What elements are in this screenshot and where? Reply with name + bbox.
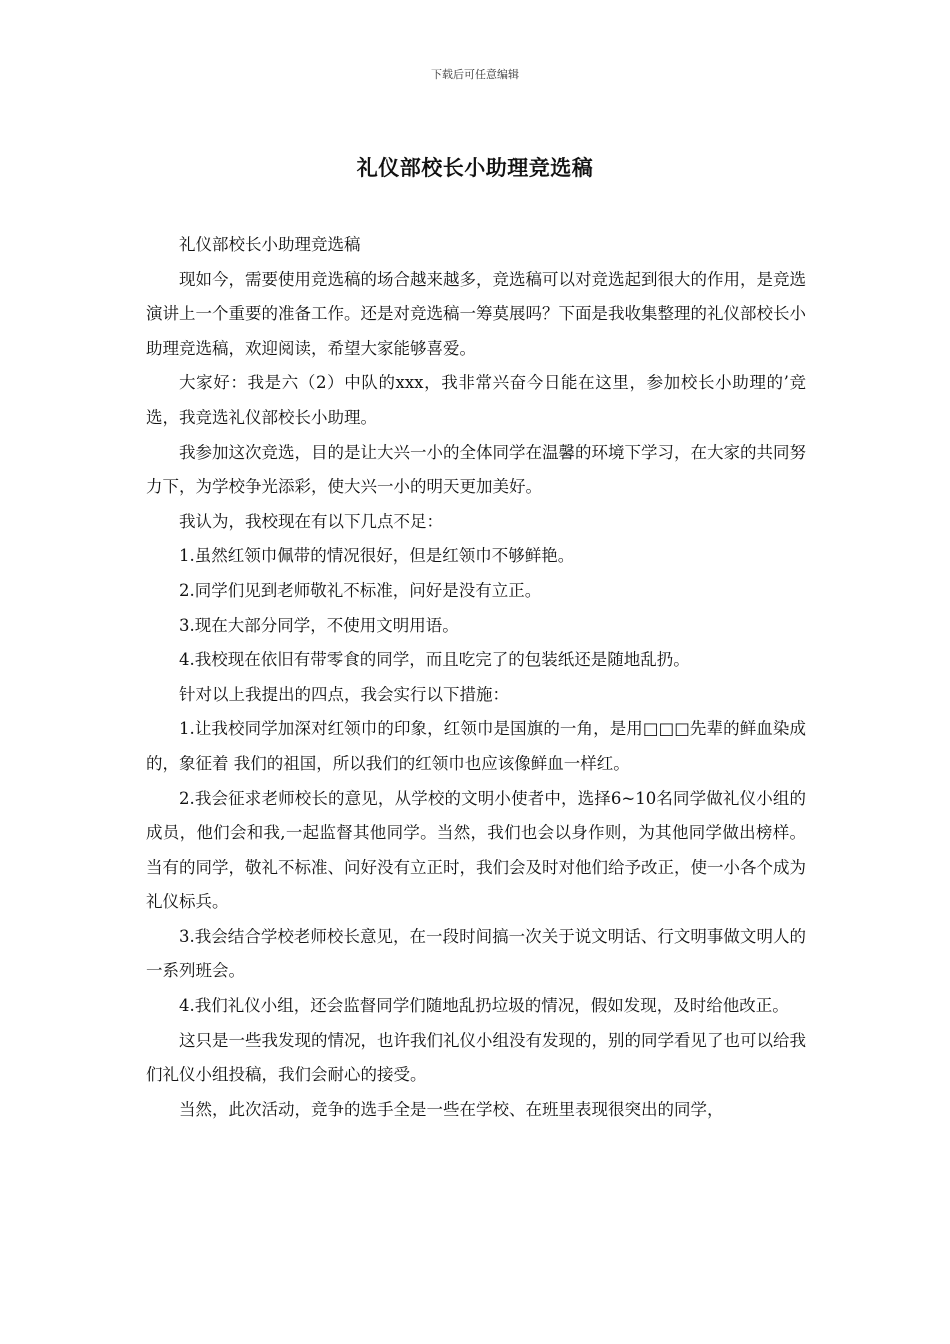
- paragraph-intro: 现如今，需要使用竞选稿的场合越来越多，竞选稿可以对竞选起到很大的作用，是竞选演讲上一个重要的准备工作。还是对竞选稿一筹莫展吗？下面是我收集整理的礼仪部校长小助理竞选稿，欢迎阅读，希望大家能够喜爱。: [146, 269, 806, 358]
- list-item-shortcoming-1: 1.虽然红领巾佩带的情况很好，但是红领巾不够鲜艳。: [179, 546, 575, 566]
- list-item-measure-4: 4.我们礼仪小组，还会监督同学们随地乱扔垃圾的情况，假如发现，及时给他改正。: [179, 996, 789, 1016]
- list-item-measure-2: 2.我会征求老师校长的意见，从学校的文明小使者中，选择6~10名同学做礼仪小组的成员，他们会和我,一起监督其他同学。当然，我们也会以身作则，为其他同学做出榜样。当有的同学，敬礼不标准、问好没有立正时，我们会及时对他们给予改正，使一小各个成为礼仪标兵。: [146, 788, 806, 912]
- header-note: 下载后可任意编辑: [431, 68, 519, 81]
- paragraph-competition: 当然，此次活动，竞争的选手全是一些在学校、在班里表现很突出的同学，: [179, 1099, 724, 1119]
- document-title: 礼仪部校长小助理竞选稿: [356, 155, 594, 180]
- paragraph-greeting: 大家好：我是六（2）中队的xxx，我非常兴奋今日能在这里，参加校长小助理的’竞选，我竞选礼仪部校长小助理。: [146, 373, 806, 427]
- paragraph-shortcomings-intro: 我认为，我校现在有以下几点不足：: [179, 511, 443, 531]
- paragraph-purpose: 我参加这次竞选，目的是让大兴一小的全体同学在温馨的环境下学习，在大家的共同努力下，为学校争光添彩，使大兴一小的明天更加美好。: [146, 442, 806, 497]
- list-item-measure-1: 1.让我校同学加深对红领巾的印象，红领巾是国旗的一角，是用□□□先辈的鲜血染成的，象征着 我们的祖国，所以我们的红领巾也应该像鲜血一样红。: [146, 719, 806, 773]
- list-item-shortcoming-4: 4.我校现在依旧有带零食的同学，而且吃完了的包装纸还是随地乱扔。: [179, 650, 690, 670]
- list-item-shortcoming-3: 3.现在大部分同学，不使用文明用语。: [179, 615, 459, 635]
- list-item-shortcoming-2: 2.同学们见到老师敬礼不标准，问好是没有立正。: [179, 580, 542, 600]
- paragraph-subtitle: 礼仪部校长小助理竞选稿: [179, 235, 361, 254]
- document-body: [146, 228, 806, 1127]
- list-item-measure-3: 3.我会结合学校老师校长意见，在一段时间搞一次关于说文明话、行文明事做文明人的一系列班会。: [146, 926, 806, 981]
- paragraph-closing-note: 这只是一些我发现的情况，也许我们礼仪小组没有发现的，别的同学看见了也可以给我们礼仪小组投稿，我们会耐心的接受。: [146, 1030, 806, 1085]
- paragraph-measures-intro: 针对以上我提出的四点，我会实行以下措施：: [179, 684, 509, 704]
